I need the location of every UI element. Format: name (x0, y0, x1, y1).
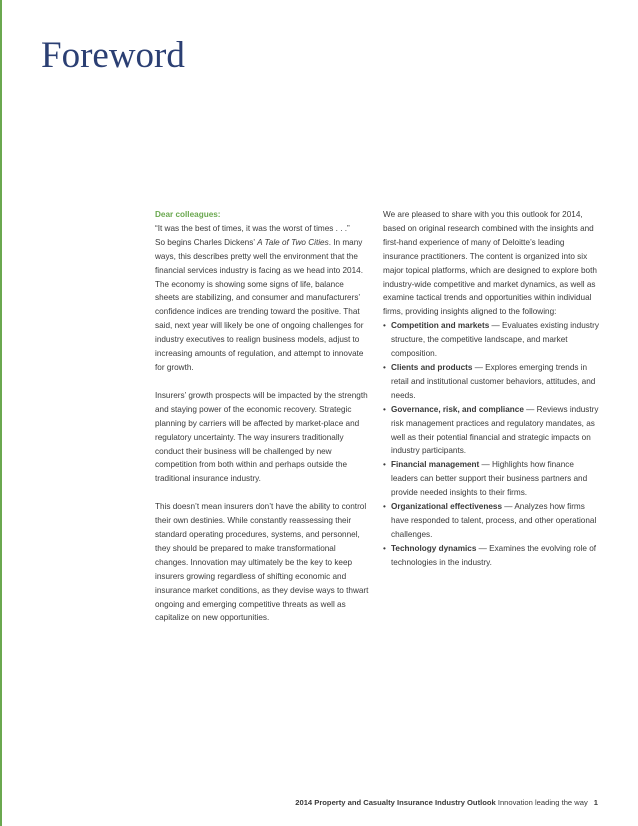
outlook-intro: We are pleased to share with you this outlook for 2014, based on original research combined with the insights and first-hand experience of many of Deloitte’s leading insurance practitioners. The content is organized into six major topical platforms, which are designed to explore both industry-wide competitive and market dynamics, as well as examine tactical trends and opportunities within individual firms, providing insights aligned to the following: (383, 210, 597, 317)
bullet-icon: • (383, 404, 386, 414)
bullet-icon: • (383, 502, 386, 512)
topic-description: — Analyzes how firms have responded to talent, process, and other operational challenges. (391, 502, 597, 539)
paragraph-3: This doesn’t mean insurers don’t have the ability to control their own destinies. While constantly reassessing their standard operating procedures, systems, and personnel, they should be prepared to make transformational changes. Innovation may ultimately be the key to keep insurers growing regardless of shifting economic and insurance market conditions, as they devise ways to thwart ongoing and emerging competitive threats as well as capitalize on new opportunities. (155, 502, 369, 623)
intro-prefix: So begins Charles Dickens’ (155, 237, 258, 247)
topic-term: Technology dynamics (391, 543, 477, 553)
topic-item (383, 361, 601, 403)
salutation: Dear colleagues: (155, 210, 221, 219)
topic-term: Organizational effectiveness (391, 502, 503, 512)
topic-description: — Evaluates existing industry structure, the competitive landscape, and market composition. (391, 321, 599, 359)
topic-item (383, 319, 601, 361)
opening-quote: “It was the best of times, it was the worst of times . . .” (155, 223, 350, 233)
topic-item (383, 500, 601, 542)
bullet-icon: • (383, 460, 386, 470)
left-margin-rule (0, 0, 2, 826)
intro-paragraph (155, 236, 370, 375)
intro-suffix: . In many ways, this describes pretty well the environment that the financial services industry is facing as we head into 2014. The economy is showing some signs of life, balance sheets are stabilizing, and consumer and manufacturers’ confidence indices are trending toward the positive. That said, next year will likely be one of ongoing challenges for industry executives to realign business models, adjust to increasing amounts of regulation, and attempt to innovate for growth. (155, 237, 364, 372)
right-column (383, 208, 601, 570)
page-number: 1 (593, 798, 598, 807)
topic-list (383, 319, 601, 569)
bullet-icon: • (383, 543, 386, 553)
bullet-icon: • (383, 362, 386, 372)
topic-term: Financial management (391, 460, 480, 470)
left-column (155, 208, 370, 625)
footer-publication: 2014 Property and Casualty Insurance Industry Outlook (295, 798, 496, 807)
topic-description: — Highlights how finance leaders can better support their business partners and provide needed insights to their firms. (391, 460, 588, 498)
page-footer (295, 798, 598, 807)
book-title: A Tale of Two Cities (257, 237, 329, 247)
topic-item (383, 542, 601, 570)
topic-item (383, 458, 601, 500)
topic-description: — Examines the evolving role of technologies in the industry. (391, 543, 597, 567)
bullet-icon: • (383, 321, 386, 331)
topic-description: — Reviews industry risk management practices and regulatory mandates, as well as their potential financial and strategic impacts on industry participants. (391, 404, 599, 456)
topic-term: Clients and products (391, 362, 473, 372)
paragraph-2: Insurers’ growth prospects will be impacted by the strength and staying power of the economic recovery. Strategic planning by carriers will be affected by market-place and regulatory uncertainty. The way insurers traditionally conduct their business will be challenged by new competition from both within and perhaps outside the traditional insurance industry. (155, 390, 368, 484)
footer-tagline: Innovation leading the way (495, 798, 588, 807)
topic-term: Governance, risk, and compliance (391, 404, 524, 414)
page-title: Foreword (41, 35, 185, 76)
topic-description: — Explores emerging trends in retail and institutional customer behaviors, attitudes, and needs. (391, 362, 596, 400)
topic-item (383, 403, 601, 459)
topic-term: Competition and markets (391, 321, 490, 331)
